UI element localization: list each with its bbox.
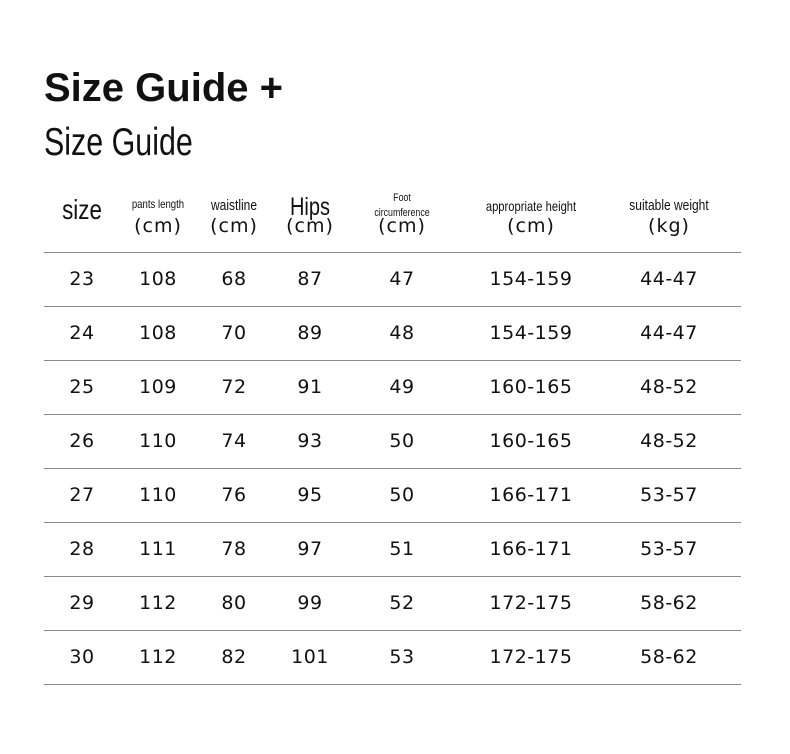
cell-pants-length: 108: [139, 268, 177, 290]
header-pants-length-unit: (cm): [134, 215, 182, 237]
cell-waistline: 82: [221, 646, 247, 668]
cell-size: 28: [69, 538, 95, 560]
cell-pants-length: 110: [139, 484, 177, 506]
cell-foot-circumference: 47: [389, 268, 415, 290]
cell-foot-circumference: 52: [389, 592, 415, 614]
cell-hips: 95: [297, 484, 323, 506]
cell-waistline: 70: [221, 322, 247, 344]
cell-size: 29: [69, 592, 95, 614]
cell-appropriate-height: 172-175: [489, 646, 573, 668]
cell-waistline: 76: [221, 484, 247, 506]
header-hips-label: Hips: [289, 193, 330, 221]
header-waistline-label: waistline: [210, 197, 258, 214]
cell-appropriate-height: 160-165: [489, 430, 573, 452]
header-waistline: [196, 186, 272, 252]
cell-pants-length: 108: [139, 322, 177, 344]
cell-appropriate-height: 166-171: [489, 538, 573, 560]
table-header-row: [44, 186, 741, 253]
header-foot-unit: (cm): [378, 215, 426, 237]
header-suitable-weight-unit: (kg): [648, 215, 690, 237]
cell-size: 26: [69, 430, 95, 452]
cell-hips: 97: [297, 538, 323, 560]
cell-foot-circumference: 50: [389, 430, 415, 452]
table-row: [44, 469, 741, 523]
cell-hips: 89: [297, 322, 323, 344]
cell-appropriate-height: 154-159: [489, 268, 573, 290]
header-suitable-weight-label: suitable weight: [629, 197, 709, 214]
cell-waistline: 74: [221, 430, 247, 452]
cell-pants-length: 110: [139, 430, 177, 452]
size-guide-table: [44, 186, 741, 685]
cell-size: 24: [69, 322, 95, 344]
cell-hips: 91: [297, 376, 323, 398]
table-row: [44, 307, 741, 361]
cell-foot-circumference: 50: [389, 484, 415, 506]
cell-foot-circumference: 53: [389, 646, 415, 668]
cell-suitable-weight: 58-62: [640, 592, 698, 614]
cell-pants-length: 112: [139, 592, 177, 614]
table-row: [44, 631, 741, 685]
cell-hips: 87: [297, 268, 323, 290]
cell-waistline: 68: [221, 268, 247, 290]
cell-suitable-weight: 44-47: [640, 322, 698, 344]
cell-suitable-weight: 53-57: [640, 484, 698, 506]
cell-suitable-weight: 48-52: [640, 376, 698, 398]
cell-waistline: 72: [221, 376, 247, 398]
page-title: Size Guide +: [44, 66, 283, 110]
table-row: [44, 415, 741, 469]
cell-appropriate-height: 160-165: [489, 376, 573, 398]
cell-suitable-weight: 44-47: [640, 268, 698, 290]
cell-hips: 93: [297, 430, 323, 452]
cell-hips: 99: [297, 592, 323, 614]
header-pants-length-label: pants length: [131, 197, 185, 211]
cell-hips: 101: [291, 646, 329, 668]
cell-suitable-weight: 53-57: [640, 538, 698, 560]
cell-waistline: 78: [221, 538, 247, 560]
header-waistline-unit: (cm): [210, 215, 258, 237]
table-row: [44, 361, 741, 415]
header-hips-unit: (cm): [286, 215, 334, 237]
cell-pants-length: 111: [139, 538, 177, 560]
table-row: [44, 523, 741, 577]
cell-pants-length: 109: [139, 376, 177, 398]
cell-size: 25: [69, 376, 95, 398]
header-foot-circumference: [348, 186, 456, 252]
cell-suitable-weight: 58-62: [640, 646, 698, 668]
cell-appropriate-height: 166-171: [489, 484, 573, 506]
table-row: [44, 577, 741, 631]
header-hips: [272, 186, 348, 252]
header-appropriate-height: [456, 186, 606, 252]
header-size: [44, 186, 120, 252]
cell-waistline: 80: [221, 592, 247, 614]
cell-foot-circumference: 48: [389, 322, 415, 344]
header-suitable-weight: [606, 186, 732, 252]
header-pants-length: [120, 186, 196, 252]
cell-pants-length: 112: [139, 646, 177, 668]
cell-foot-circumference: 49: [389, 376, 415, 398]
cell-foot-circumference: 51: [389, 538, 415, 560]
header-foot-label: Foot: [393, 192, 411, 204]
header-circumference-label: circumference: [374, 207, 430, 219]
cell-size: 27: [69, 484, 95, 506]
page-subtitle: Size Guide: [44, 121, 193, 164]
cell-size: 30: [69, 646, 95, 668]
cell-suitable-weight: 48-52: [640, 430, 698, 452]
header-size-label: size: [62, 194, 102, 225]
header-appropriate-height-unit: (cm): [507, 215, 555, 237]
cell-appropriate-height: 172-175: [489, 592, 573, 614]
cell-appropriate-height: 154-159: [489, 322, 573, 344]
header-appropriate-height-label: appropriate height: [485, 198, 577, 214]
cell-size: 23: [69, 268, 95, 290]
table-row: [44, 253, 741, 307]
